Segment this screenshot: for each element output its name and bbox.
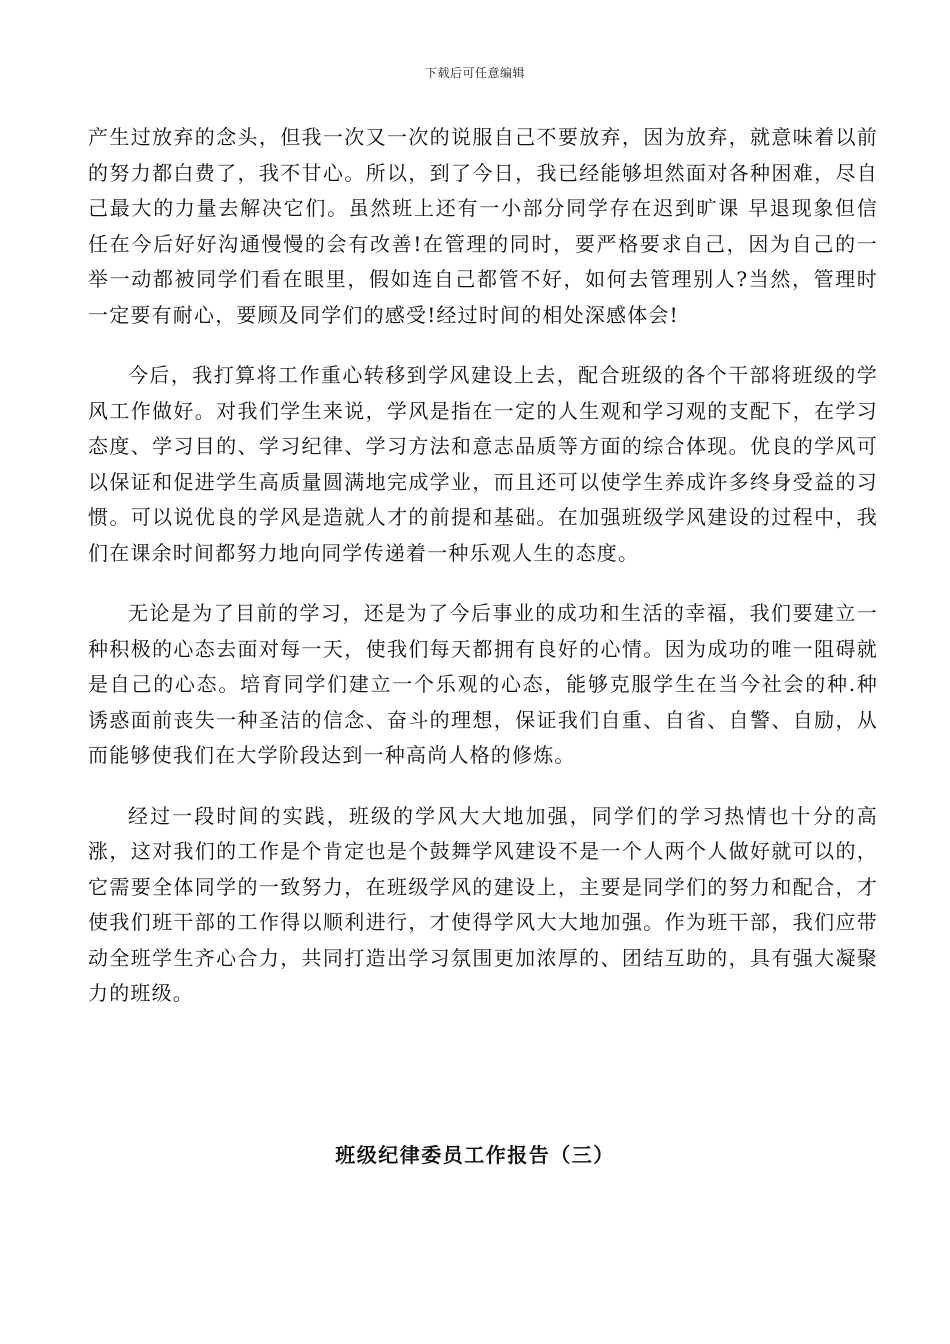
paragraph-4: 经过一段时间的实践，班级的学风大大地加强，同学们的学习热情也十分的高涨，这对我们的工作是个肯定也是个鼓舞学风建设不是一个人两个人做好就可以的，它需要全体同学的一致努力，在班级学风的建设上，主要是同学们的努力和配合，才使我们班干部的工作得以顺利进行，才使得学风大大地加强。作为班干部，我们应带动全班学生齐心合力，共同打造出学习氛围更加浓厚的、团结互助的，具有强大凝聚力的班级。	[88, 803, 878, 1005]
paragraph-3: 无论是为了目前的学习，还是为了今后事业的成功和生活的幸福，我们要建立一种积极的心态去面对每一天，使我们每天都拥有良好的心情。因为成功的唯一阻碍就是自己的心态。培育同学们建立一个乐观的心态，能够克服学生在当今社会的种.种诱惑面前丧失一种圣洁的信念、奋斗的理想，保证我们自重、自省、自警、自励，从而能够使我们在大学阶段达到一种高尚人格的修炼。	[88, 601, 878, 767]
paragraph-2: 今后，我打算将工作重心转移到学风建设上去，配合班级的各个干部将班级的学风工作做好。对我们学生来说，学风是指在一定的人生观和学习观的支配下，在学习态度、学习目的、学习纪律、学习方法和意志品质等方面的综合体现。优良的学风可以保证和促进学生高质量圆满地完成学业，而且还可以使学生养成许多终身受益的习惯。可以说优良的学风是造就人才的前提和基础。在加强班级学风建设的过程中，我们在课余时间都努力地向同学传递着一种乐观人生的态度。	[88, 363, 878, 565]
document-body	[88, 120, 878, 1037]
paragraph-1: 产生过放弃的念头，但我一次又一次的说服自己不要放弃，因为放弃，就意味着以前的努力都白费了，我不甘心。所以，到了今日，我已经能够坦然面对各种困难，尽自己最大的力量去解决它们。虽然班上还有一小部分同学存在迟到旷课 早退现象但信任在今后好好沟通慢慢的会有改善!在管理的同时，要严格要求自己，因为自己的一举一动都被同学们看在眼里，假如连自己都管不好，如何去管理别人?当然，管理时一定要有耐心，要顾及同学们的感受!经过时间的相处深感体会!	[88, 125, 878, 327]
section-title: 班级纪律委员工作报告（三）	[335, 1143, 615, 1167]
page-header: 下载后可任意编辑	[424, 66, 525, 80]
